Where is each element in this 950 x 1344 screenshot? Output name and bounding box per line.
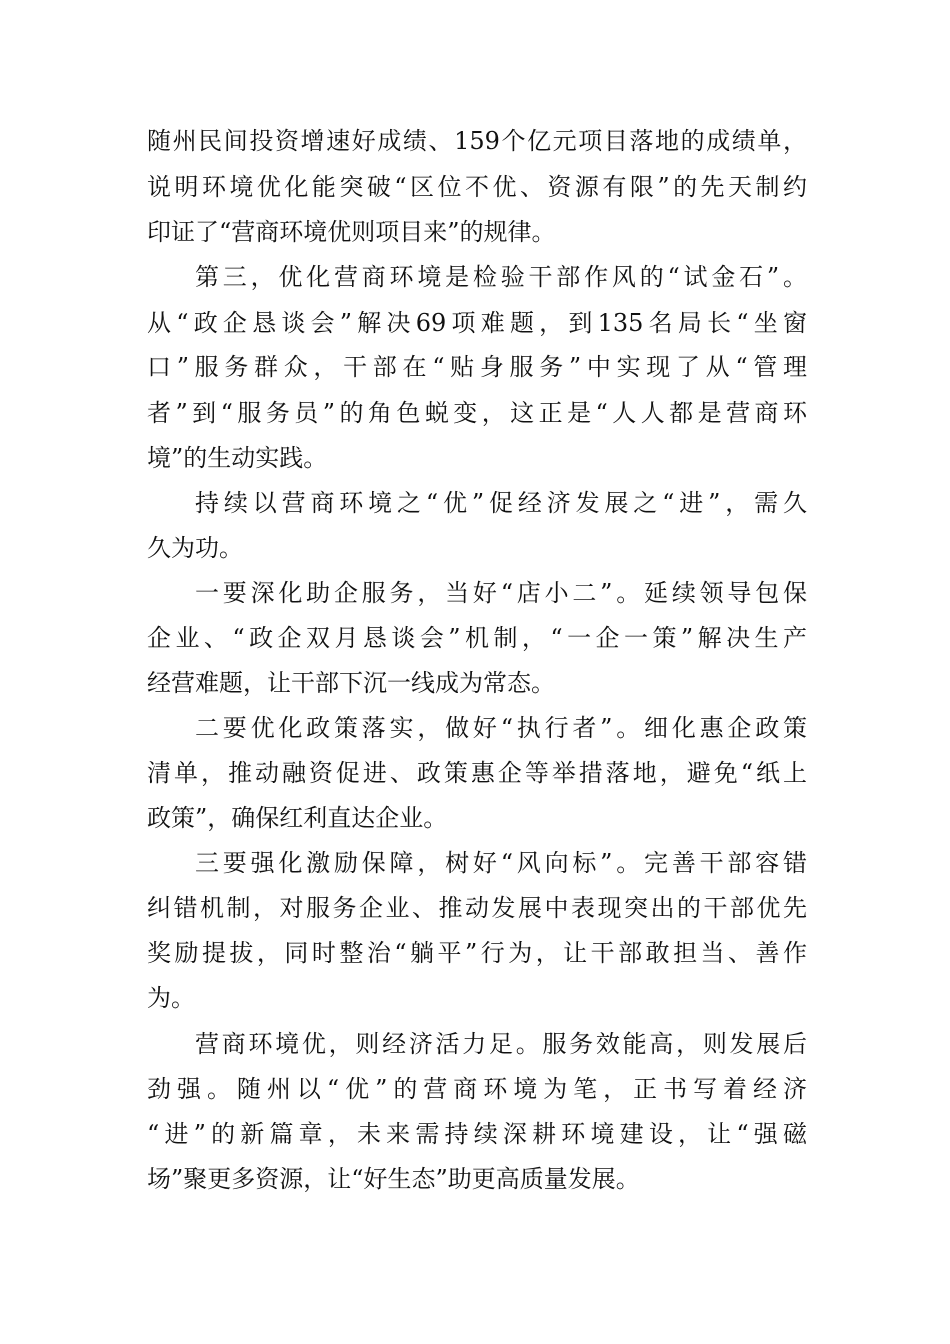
text-line: 随州民间投资增速好成绩、159个亿元项目落地的成绩单， <box>147 127 807 155</box>
text-line: 说明环境优化能突破“区位不优、资源有限”的先天制约 <box>147 173 807 201</box>
text-line: “进”的新篇章，未来需持续深耕环境建设，让“强磁 <box>147 1120 807 1148</box>
text-line: 久为功。 <box>147 534 243 562</box>
paragraph-first-line: 第三，优化营商环境是检验干部作风的“试金石”。 <box>195 263 807 291</box>
text-line: 从“政企恳谈会”解决69项难题，到135名局长“坐窗 <box>147 309 807 337</box>
text-line: 场”聚更多资源，让“好生态”助更高质量发展。 <box>147 1165 640 1193</box>
text-line: 政策”，确保红利直达企业。 <box>147 804 448 832</box>
text-line: 境”的生动实践。 <box>147 444 328 472</box>
text-line: 清单，推动融资促进、政策惠企等举措落地，避免“纸上 <box>147 759 807 787</box>
paragraph-first-line: 一要深化助企服务，当好“店小二”。延续领导包保 <box>195 579 807 607</box>
text-line: 口”服务群众，干部在“贴身服务”中实现了从“管理 <box>147 353 807 381</box>
text-line: 经营难题，让干部下沉一线成为常态。 <box>147 669 555 697</box>
text-line: 奖励提拔，同时整治“躺平”行为，让干部敢担当、善作 <box>147 939 807 967</box>
text-line: 印证了“营商环境优则项目来”的规律。 <box>147 218 556 246</box>
paragraph-first-line: 二要优化政策落实，做好“执行者”。细化惠企政策 <box>195 714 807 742</box>
text-line: 企业、“政企双月恳谈会”机制，“一企一策”解决生产 <box>147 624 807 652</box>
text-line: 劲强。随州以“优”的营商环境为笔，正书写着经济 <box>147 1075 807 1103</box>
paragraph-first-line: 营商环境优，则经济活力足。服务效能高，则发展后 <box>195 1030 807 1058</box>
text-line: 纠错机制，对服务企业、推动发展中表现突出的干部优先 <box>147 894 807 922</box>
text-line: 者”到“服务员”的角色蜕变，这正是“人人都是营商环 <box>147 399 807 427</box>
paragraph-first-line: 三要强化激励保障，树好“风向标”。完善干部容错 <box>195 849 807 877</box>
paragraph-first-line: 持续以营商环境之“优”促经济发展之“进”，需久 <box>195 489 807 517</box>
text-line: 为。 <box>147 984 195 1012</box>
